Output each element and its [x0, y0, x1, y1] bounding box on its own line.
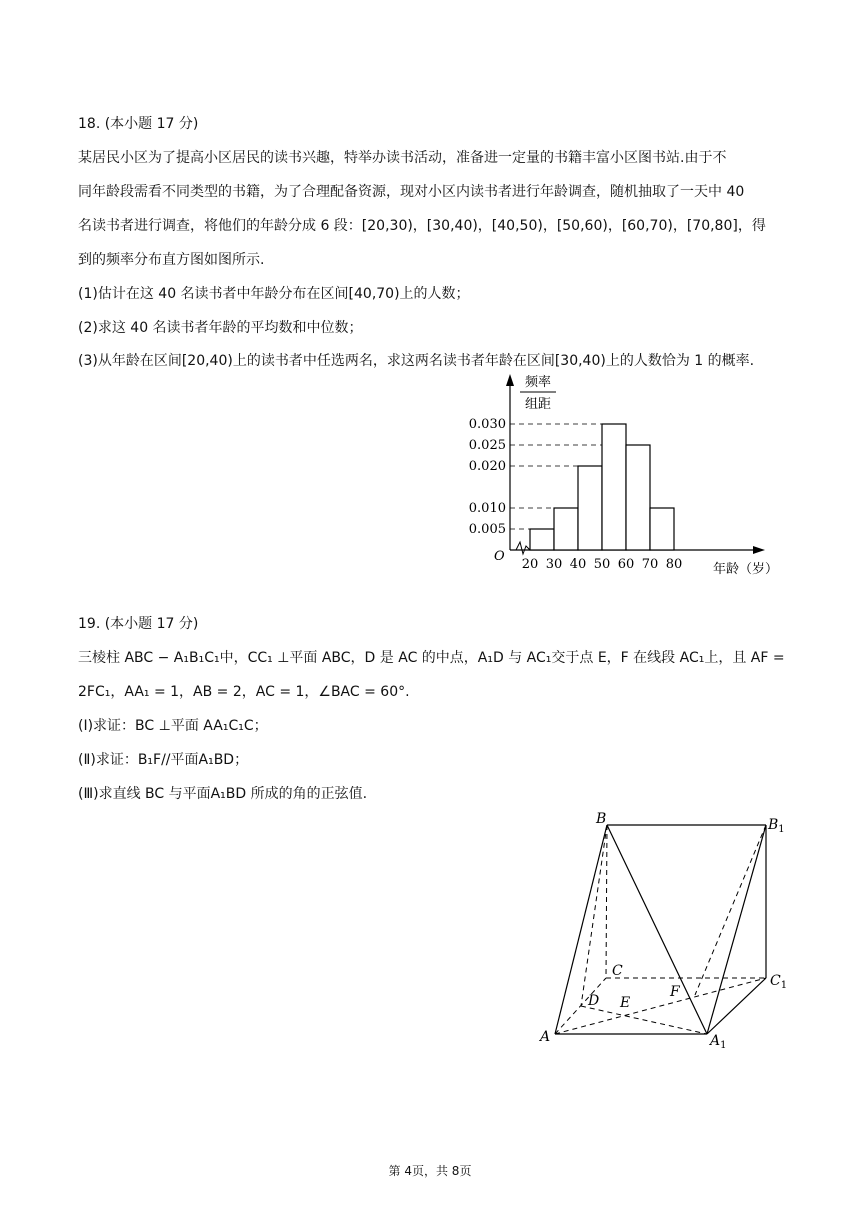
y-label-bottom: 组距	[524, 397, 552, 412]
y-tick-label-3: 0.010	[468, 501, 506, 516]
histogram-bar-4	[626, 445, 650, 550]
problem-19-stem-line-2: 2FC₁，AA₁ = 1，AB = 2，AC = 1，∠BAC = 60°.	[78, 684, 410, 700]
problem-18-question-2: (2)求这 40 名读书者年龄的平均数和中位数；	[78, 320, 363, 336]
y-tick-label-2: 0.020	[468, 459, 506, 474]
histogram-bar-2	[578, 466, 602, 550]
x-tick-label-5: 70	[641, 557, 659, 572]
edge-B1-F	[695, 825, 766, 995]
edge-A-C1	[555, 978, 766, 1034]
origin-label: O	[494, 549, 505, 564]
x-tick-label-4: 60	[617, 557, 635, 572]
histogram-bar-5	[650, 508, 674, 550]
problem-18-stem-line-2: 同年龄段需看不同类型的书籍，为了合理配备资源，现对小区内读书者进行年龄调查，随机抽取了一天中 40	[78, 184, 745, 200]
x-tick-label-0: 20	[521, 557, 539, 572]
vertex-label-A: A	[540, 1029, 551, 1045]
problem-19-question-1: (Ⅰ)求证：BC ⊥平面 AA₁C₁C；	[78, 718, 268, 734]
problem-19-question-2: (Ⅱ)求证：B₁F//平面A₁BD；	[78, 752, 249, 768]
x-tick-label-1: 30	[545, 557, 563, 572]
problem-18-stem-line-4: 到的频率分布直方图如图所示.	[78, 252, 265, 268]
vertex-label-C: C	[612, 963, 623, 979]
x-tick-label-3: 50	[593, 557, 611, 572]
problem-18-question-3: (3)从年龄在区间[20,40)上的读书者中任选两名，求这两名读书者年龄在区间[30,40)上的人数恰为 1 的概率.	[78, 353, 755, 369]
axis-break-mark	[516, 542, 530, 554]
y-tick-label-1: 0.025	[468, 438, 506, 453]
point-label-D: D	[588, 993, 600, 1009]
histogram-bar-1	[554, 508, 578, 550]
page-footer: 第 4页，共 8页	[388, 1164, 472, 1178]
problem-18-heading: 18. (本小题 17 分)	[78, 116, 199, 132]
x-axis-arrow	[753, 546, 765, 554]
edge-A1-C1	[707, 978, 766, 1034]
problem-18-stem-line-1: 某居民小区为了提高小区居民的读书兴趣，特举办读书活动，准备进一定量的书籍丰富小区图书站.由于不	[78, 150, 727, 166]
point-label-F: F	[670, 984, 680, 1000]
histogram-bar-3	[602, 424, 626, 550]
y-tick-label-4: 0.005	[468, 522, 506, 537]
vertex-label-C1: $C_1$	[770, 973, 788, 991]
histogram-bar-0	[530, 529, 554, 550]
y-tick-label-0: 0.030	[468, 417, 506, 432]
edge-B1-A1	[707, 825, 766, 1034]
y-label-top: 频率	[524, 375, 552, 390]
x-tick-label-2: 40	[569, 557, 587, 572]
problem-18-question-1: (1)估计在这 40 名读书者中年龄分布在区间[40,70)上的人数；	[78, 286, 470, 302]
point-label-E: E	[620, 995, 631, 1011]
edge-B-C	[606, 825, 607, 978]
x-axis-label: 年龄（岁）	[713, 562, 779, 577]
problem-18-stem-line-3: 名读书者进行调查，将他们的年龄分成 6 段：[20,30)，[30,40)，[40,50)，[50,60)，[60,70)，[70,80]，得	[78, 218, 766, 234]
problem-19-question-3: (Ⅲ)求直线 BC 与平面A₁BD 所成的角的正弦值.	[78, 786, 368, 802]
problem-19-stem-line-1: 三棱柱 ABC − A₁B₁C₁中，CC₁ ⊥平面 ABC，D 是 AC 的中点，A₁D 与 AC₁交于点 E，F 在线段 AC₁上，且 AF =	[78, 650, 785, 666]
vertex-label-B: B	[596, 811, 607, 827]
y-axis-arrow	[506, 374, 514, 386]
problem-19-heading: 19. (本小题 17 分)	[78, 616, 199, 632]
triangular-prism-figure	[530, 805, 800, 1055]
vertex-label-A1: $A_1$	[710, 1033, 727, 1051]
frequency-histogram	[450, 370, 800, 590]
x-tick-label-6: 80	[665, 557, 683, 572]
vertex-label-B1: $B_1$	[768, 817, 785, 835]
